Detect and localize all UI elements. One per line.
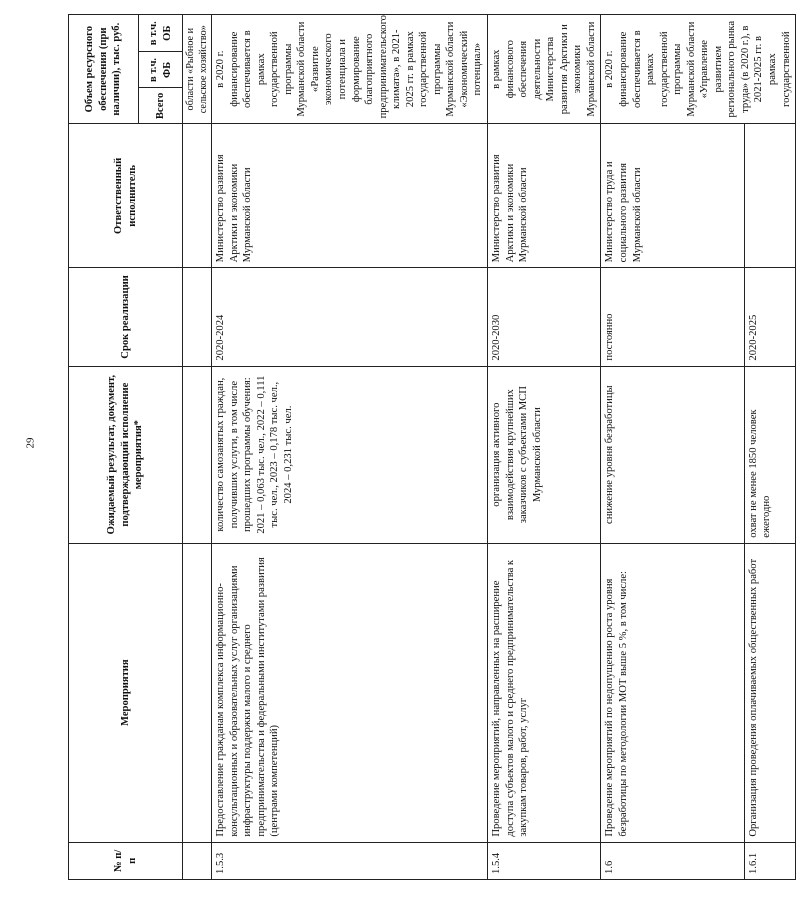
header-num: № п/п (69, 842, 183, 879)
cell-activity (183, 543, 212, 842)
header-result: Ожидаемый результат, документ, подтверждающий исполнение мероприятия* (69, 366, 183, 543)
cell-result: количество самозанятых граждан, получивших услуги, в том числе прошедших программы обучения: 2021 – 0,063 тыс. чел., 2022 – 0,111 тыс. чел., 2023 – 0,178 тыс. чел., 2024 – 0,231 тыс. чел. (212, 366, 488, 543)
table-row (183, 15, 212, 880)
cell-executor (744, 124, 795, 268)
cell-result: организация активного взаимодействия крупнейших заказчиков с субъектами МСП Мурманской области (488, 366, 601, 543)
header-ob: в т.ч. ОБ (139, 15, 183, 52)
cell-term (183, 268, 212, 366)
cell-num: 1.6 (601, 842, 744, 879)
header-funding: Объем ресурсного обеспечения (при наличии), тыс. руб. (69, 15, 139, 124)
table-row (212, 15, 488, 880)
cell-funding: области «Рыбное и сельское хозяйство» (183, 15, 212, 124)
cell-num: 1.6.1 (744, 842, 795, 879)
cell-executor: Министерство развития Арктики и экономики Мурманской области (488, 124, 601, 268)
cell-executor (183, 124, 212, 268)
cell-funding: в 2020 г. финансирование обеспечивается в рамках государственной программы Мурманской области «Управление развитием регионального рынка труда» (в 2020 г.), в 2021-2025 гг. в рамках государственной (601, 15, 796, 124)
table-row (601, 15, 744, 880)
cell-executor: Министерство труда и социального развития Мурманской области (601, 124, 744, 268)
cell-activity: Организация проведения оплачиваемых общественных работ (744, 543, 795, 842)
cell-term: 2020-2030 (488, 268, 601, 366)
activities-table (68, 14, 796, 880)
cell-result (183, 366, 212, 543)
cell-result: снижение уровня безработицы (601, 366, 744, 543)
cell-result: охват не менее 1850 человек ежегодно (744, 366, 795, 543)
header-fb: в т.ч. ФБ (139, 52, 183, 88)
header-row (69, 15, 139, 880)
rotated-table-page (68, 14, 792, 880)
cell-funding: в 2020 г. финансирование обеспечивается в рамках государственной программы Мурманской области «Развитие экономического потенциала и формирование благоприятного предпринимательского климата», в 2021-2025 гг. в рамках государственной программы Мурманской области «Экономический потенциал» (212, 15, 488, 124)
header-total: Всего (139, 88, 183, 124)
table-row (488, 15, 601, 880)
header-executor: Ответственный исполнитель (69, 124, 183, 268)
cell-executor: Министерство развития Арктики и экономики Мурманской области (212, 124, 488, 268)
cell-funding: в рамках финансового обеспечения деятельности Министерства развития Арктики и экономики Мурманской области (488, 15, 601, 124)
table-row (744, 15, 795, 880)
cell-activity: Проведение мероприятий, направленных на расширение доступа субъектов малого и среднего предпринимательства к закупкам товаров, работ, услуг (488, 543, 601, 842)
cell-activity: Предоставление гражданам комплекса информационно-консультационных и образовательных услуг организациями инфраструктуры поддержки малого и среднего предпринимательства и федеральными институтами развития (центрами компетенций) (212, 543, 488, 842)
cell-num: 1.5.4 (488, 842, 601, 879)
cell-num (183, 842, 212, 879)
cell-term: 2020-2024 (212, 268, 488, 366)
header-activities: Мероприятия (69, 543, 183, 842)
cell-activity: Проведение мероприятий по недопущению роста уровня безработицы по методологии МОТ выше 5 %, в том числе: (601, 543, 744, 842)
cell-term: 2020-2025 (744, 268, 795, 366)
cell-term: постоянно (601, 268, 744, 366)
cell-num: 1.5.3 (212, 842, 488, 879)
page-number: 29 (24, 437, 37, 449)
header-term: Срок реализации (69, 268, 183, 366)
